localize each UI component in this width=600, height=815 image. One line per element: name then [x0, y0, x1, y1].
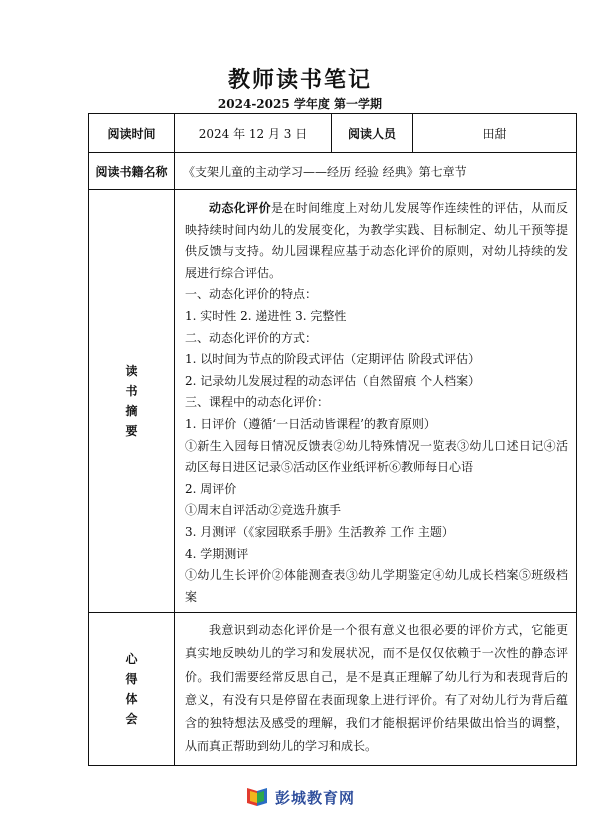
excerpt-line: ①新生入园每日情况反馈表②幼儿特殊情况一览表③幼儿口述日记④活动区每日进区记录⑤活动区作业纸评析⑥教师每日心语 [185, 438, 568, 475]
reflection-content [175, 613, 577, 765]
excerpt-line: 2. 记录幼儿发展过程的动态评估（自然留痕 个人档案） [185, 373, 481, 388]
site-logo[interactable] [244, 785, 355, 809]
notes-table [88, 113, 577, 766]
excerpt-line: 1. 日评价（遵循‘一日活动皆课程’的教育原则） [185, 416, 436, 431]
book-icon [244, 786, 270, 808]
excerpt-intro [185, 198, 568, 284]
reflection-label [89, 613, 175, 765]
date-label: 阅读时间 [89, 114, 175, 153]
excerpt-line: 1. 以时间为节点的阶段式评估（定期评估 阶段式评估） [185, 352, 481, 367]
excerpt-line: 2. 周评价 [185, 481, 237, 496]
excerpt-line: 4. 学期测评 [185, 546, 249, 561]
excerpt-label-char: 摘 [125, 404, 138, 419]
excerpt-line: ①幼儿生长评价②体能测查表③幼儿学期鉴定④幼儿成长档案⑤班级档案 [185, 568, 568, 604]
reflection-text: 我意识到动态化评价是一个很有意义也很必要的评价方式，它能更真实地反映幼儿的学习和发展状况，而不是仅仅依赖于一次性的静态评价。我们需要经常反思自己，是不是真正理解了幼儿行为和表现背后的意义，有没有只是停留在表面现象上进行评价。有了对幼儿行为背后蕴含的独特想法及感受的理解，我们才能根据评价结果做出恰当的调整，从而真正帮助到幼儿的学习和成长。 [185, 623, 568, 754]
excerpt-line: 二、动态化评价的方式： [185, 330, 318, 345]
excerpt-content [175, 190, 577, 613]
intro-term: 动态化评价 [209, 201, 271, 215]
reflection-label-char: 体 [125, 691, 138, 706]
book-value: 《支架儿童的主动学习——经历 经验 经典》第七章节 [175, 153, 577, 190]
intro-text: 是在时间维度上对幼儿发展等作连续性的评估，从而反映持续时间内幼儿的发展变化，为教学实践、目标制定、幼儿干预等提供反馈与支持。幼儿园课程应基于动态化评价的原则，对幼儿持续的发展进行综合评估。 [185, 201, 568, 280]
reflection-row [89, 613, 577, 765]
excerpt-line: 一、动态化评价的特点： [185, 287, 318, 302]
book-label: 阅读书籍名称 [89, 153, 175, 190]
reflection-label-char: 会 [125, 711, 138, 726]
logo-text: 彭城教育网 [275, 788, 356, 807]
term-subtitle: 2024-2025 学年度 第一学期 [217, 97, 383, 111]
excerpt-line: 3. 月测评（《家园联系手册》生活教养 工作 主题） [185, 524, 454, 539]
excerpt-label-char: 读 [125, 364, 138, 379]
reflection-label-char: 心 [125, 651, 138, 666]
excerpt-line: 1. 实时性 2. 递进性 3. 完整性 [185, 308, 347, 323]
excerpt-label [89, 190, 175, 613]
excerpt-label-char: 要 [125, 424, 138, 439]
page-title: 教师读书笔记 [227, 67, 372, 93]
reader-label: 阅读人员 [332, 114, 413, 153]
reader-value: 田甜 [413, 114, 577, 153]
book-row [89, 153, 577, 190]
info-row [89, 114, 577, 153]
excerpt-line: ①周末自评活动②竞选升旗手 [185, 503, 342, 518]
date-value: 2024 年 12 月 3 日 [175, 114, 332, 153]
excerpt-label-char: 书 [125, 384, 138, 399]
excerpt-row [89, 190, 577, 613]
excerpt-line: 三、课程中的动态化评价： [185, 395, 330, 410]
reflection-label-char: 得 [125, 671, 138, 686]
